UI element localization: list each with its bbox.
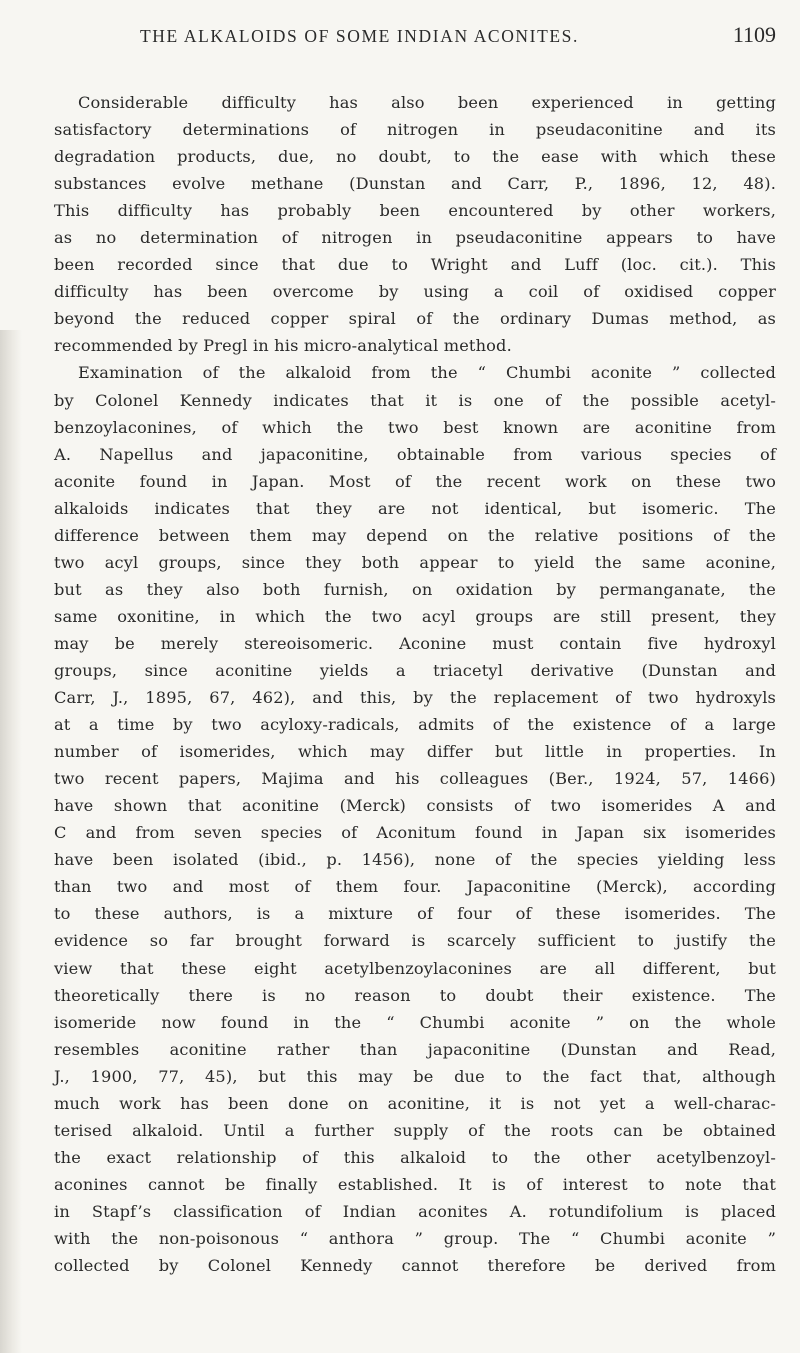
text-line: This difficulty has probably been encountered by other workers,: [54, 201, 776, 221]
text-line: terised alkaloid. Until a further supply of the roots can be obtained: [54, 1120, 776, 1140]
text-line: Examination of the alkaloid from the “ Chumbi aconite ” collected: [78, 363, 776, 383]
page-number: 1109: [732, 22, 776, 47]
text-line: Carr, J., 1895, 67, 462), and this, by the replacement of two hydroxyls: [54, 688, 776, 708]
text-line: but as they also both furnish, on oxidation by permanganate, the: [54, 579, 776, 599]
text-line: at a time by two acyloxy-radicals, admits of the existence of a large: [54, 715, 776, 735]
text-line: groups, since aconitine yields a triacetyl derivative (Dunstan and: [54, 660, 776, 680]
text-line: beyond the reduced copper spiral of the ordinary Dumas method, as: [54, 309, 776, 329]
text-line: two acyl groups, since they both appear to yield the same aconine,: [54, 552, 776, 572]
text-line: substances evolve methane (Dunstan and Carr, P., 1896, 12, 48).: [54, 174, 776, 194]
text-line: may be merely stereoisomeric. Aconine must contain five hydroxyl: [54, 633, 776, 653]
text-line: number of isomerides, which may differ but little in properties. In: [54, 742, 776, 762]
text-line: J., 1900, 77, 45), but this may be due to the fact that, although: [54, 1066, 776, 1086]
text-line: Considerable difficulty has also been experienced in getting: [78, 93, 776, 112]
text-line: theoretically there is no reason to doubt their existence. The: [54, 985, 776, 1005]
paragraph-nitrogen-determination: [54, 89, 776, 359]
text-line: collected by Colonel Kennedy cannot therefore be derived from: [54, 1256, 776, 1276]
text-line: have shown that aconitine (Merck) consists of two isomerides A and: [54, 796, 776, 816]
text-line: much work has been done on aconitine, it is not yet a well-charac-: [54, 1093, 776, 1113]
paragraph-chumbi-aconite: [54, 359, 776, 1279]
text-line: satisfactory determinations of nitrogen in pseudaconitine and its: [54, 120, 776, 140]
text-line: have been isolated (ibid., p. 1456), none of the species yielding less: [54, 850, 776, 870]
text-line: in Stapf’s classification of Indian aconites A. rotundifolium is placed: [54, 1201, 776, 1221]
text-line: difficulty has been overcome by using a coil of oxidised copper: [54, 282, 776, 302]
text-line: evidence so far brought forward is scarcely sufficient to justify the: [54, 931, 776, 951]
text-line: isomeride now found in the “ Chumbi aconite ” on the whole: [54, 1012, 776, 1032]
text-line: aconite found in Japan. Most of the recent work on these two: [54, 471, 776, 491]
text-line: two recent papers, Majima and his colleagues (Ber., 1924, 57, 1466): [54, 769, 776, 789]
text-line: aconines cannot be finally established. It is of interest to note that: [54, 1174, 776, 1194]
text-line: to these authors, is a mixture of four of these isomerides. The: [54, 904, 776, 924]
text-line: resembles aconitine rather than japaconitine (Dunstan and Read,: [54, 1039, 776, 1059]
text-line: with the non-poisonous “ anthora ” group. The “ Chumbi aconite ”: [54, 1228, 776, 1248]
text-line: same oxonitine, in which the two acyl groups are still present, they: [54, 606, 776, 626]
text-line: by Colonel Kennedy indicates that it is one of the possible acetyl-: [54, 390, 776, 410]
text-line: difference between them may depend on the relative positions of the: [54, 525, 776, 545]
text-line: view that these eight acetylbenzoylaconines are all different, but: [54, 958, 776, 978]
text-line: as no determination of nitrogen in pseudaconitine appears to have: [54, 228, 776, 248]
page-header: [40, 22, 776, 52]
binding-gutter-shadow: [0, 330, 22, 1353]
body-text: [54, 89, 776, 1279]
text-line: been recorded since that due to Wright and Luff (loc. cit.). This: [54, 255, 776, 275]
text-line: degradation products, due, no doubt, to the ease with which these: [54, 147, 776, 167]
text-line: the exact relationship of this alkaloid to the other acetylbenzoyl-: [54, 1147, 776, 1167]
text-line: than two and most of them four. Japaconitine (Merck), according: [54, 877, 776, 897]
text-line: alkaloids indicates that they are not identical, but isomeric. The: [54, 498, 776, 518]
text-line: C and from seven species of Aconitum found in Japan six isomerides: [54, 823, 776, 843]
text-line: benzoylaconines, of which the two best known are aconitine from: [54, 417, 776, 437]
text-line: A. Napellus and japaconitine, obtainable from various species of: [54, 444, 776, 464]
text-line: recommended by Pregl in his micro-analytical method.: [54, 336, 512, 356]
running-title: THE ALKALOIDS OF SOME INDIAN ACONITES.: [140, 26, 579, 46]
